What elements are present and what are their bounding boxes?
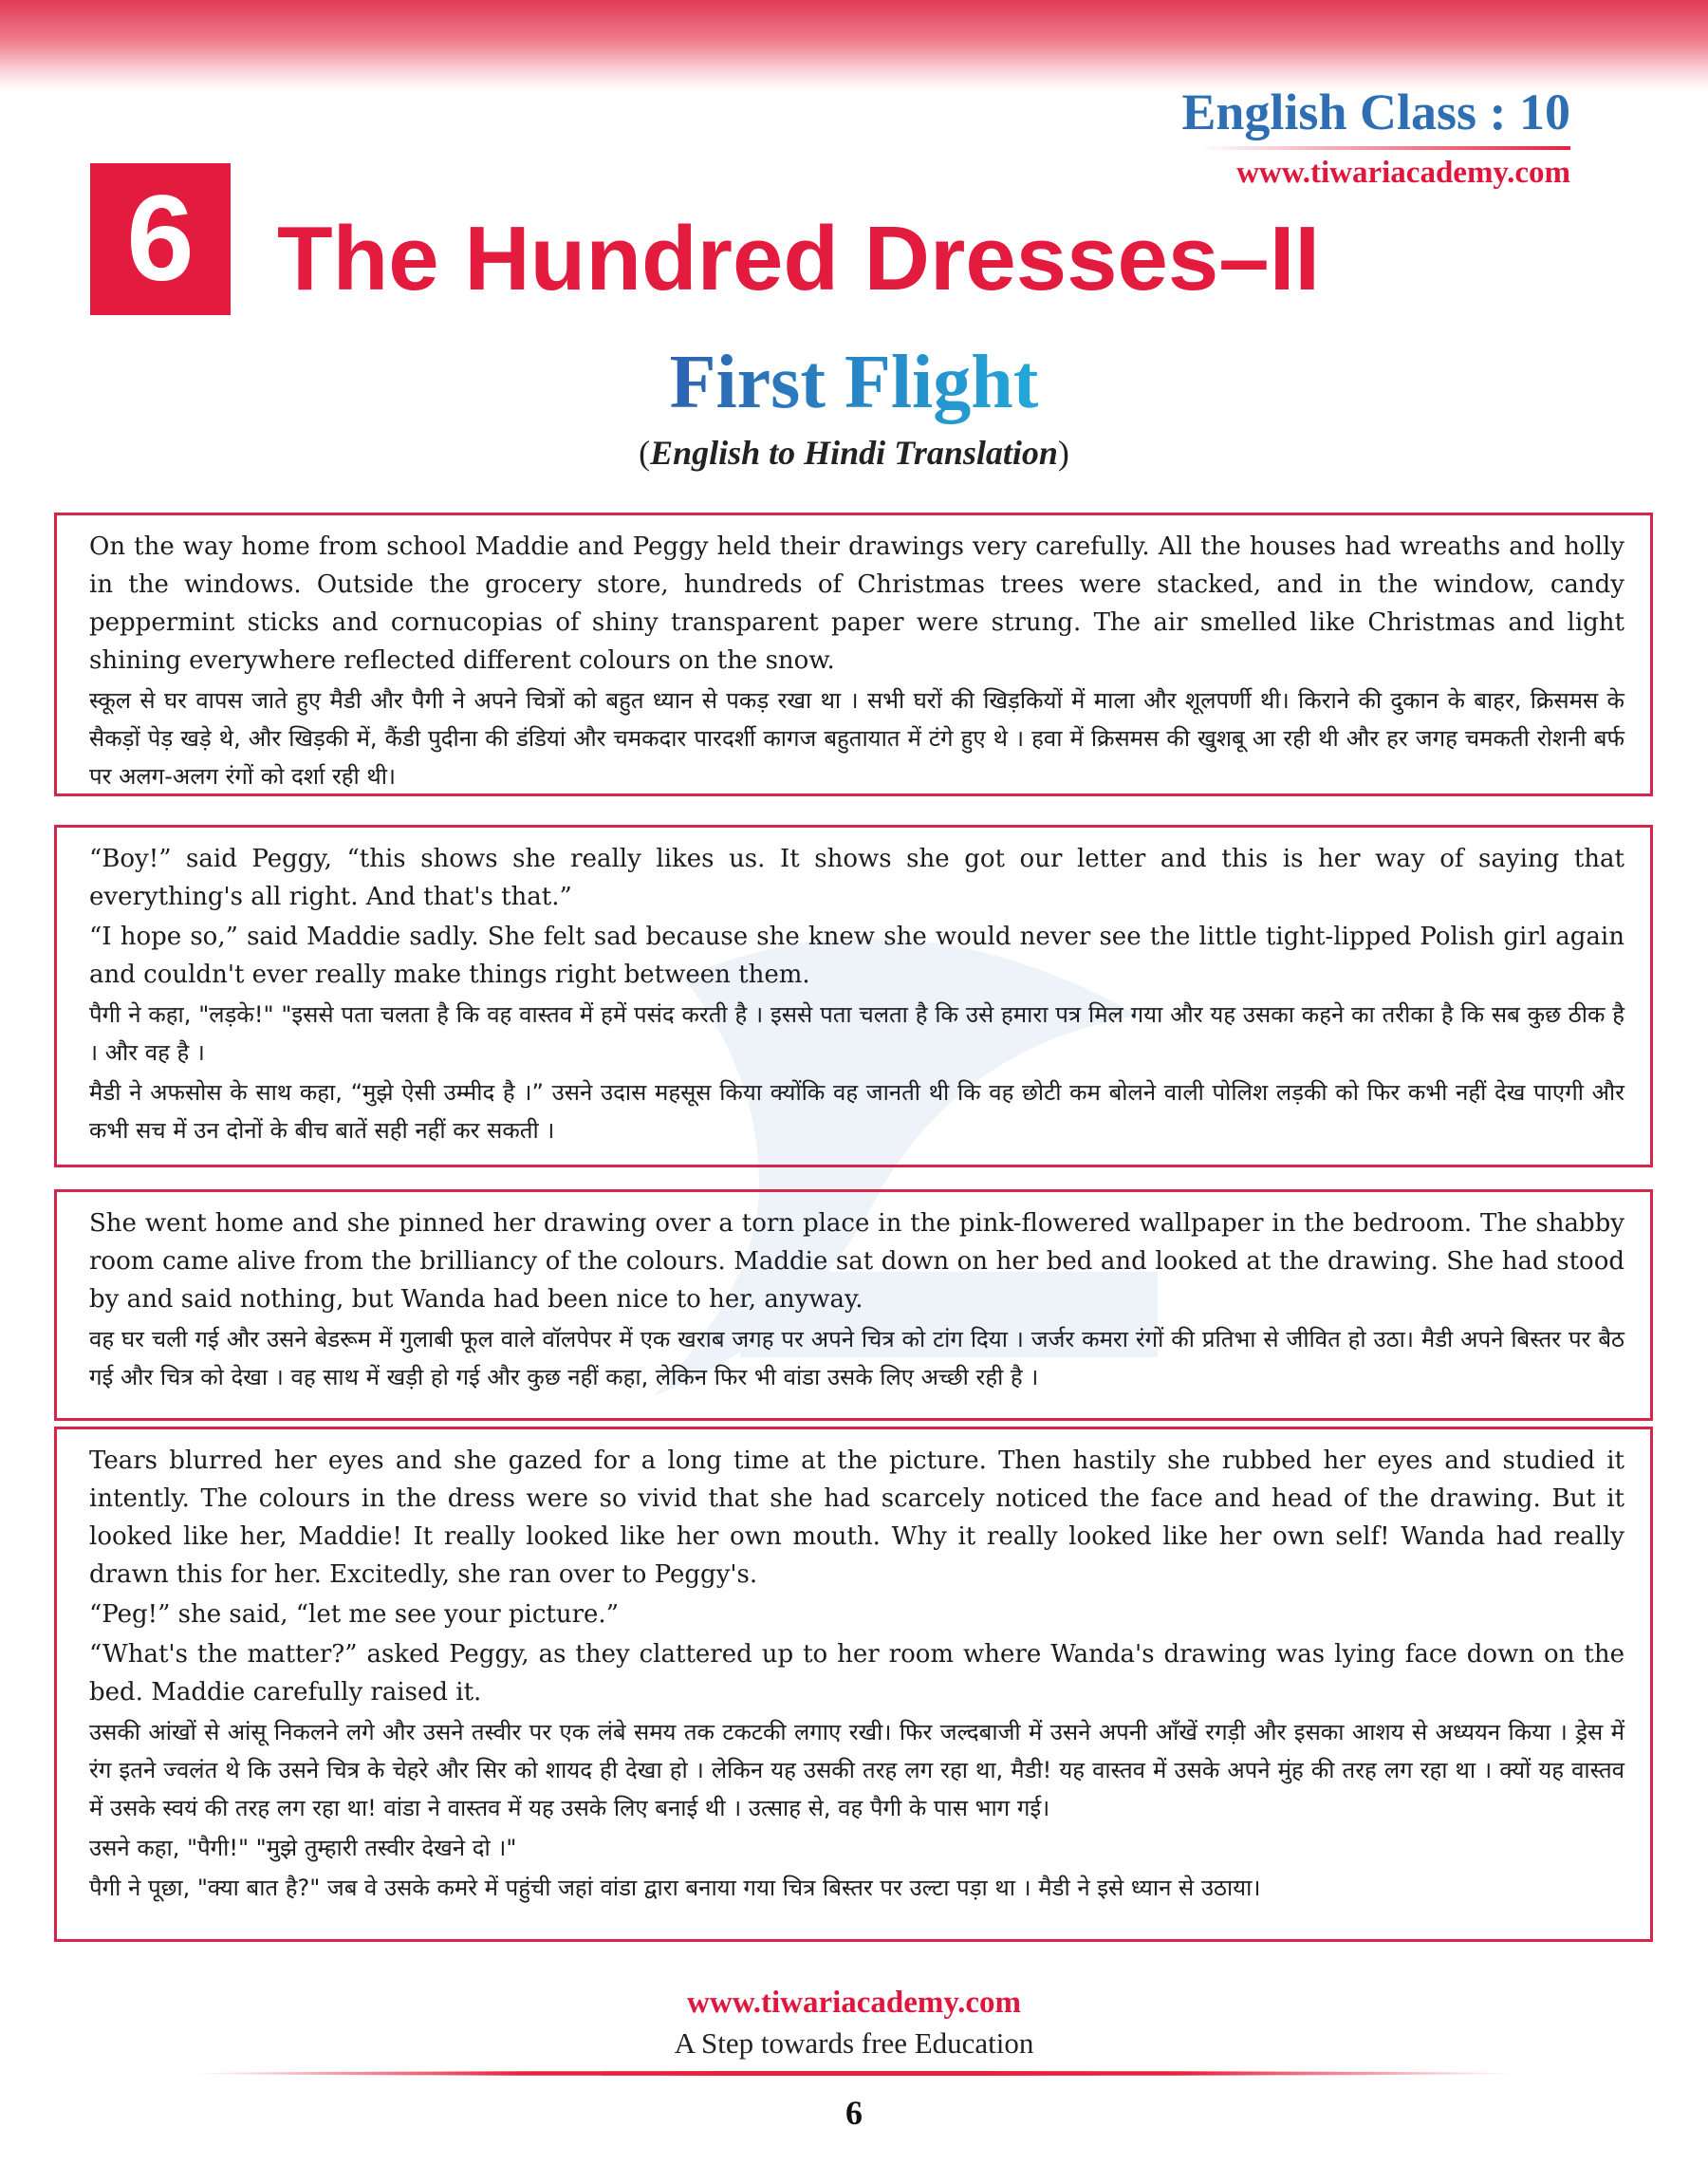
site-url-header[interactable]: www.tiwariacademy.com (1236, 156, 1570, 190)
header-underline (1200, 146, 1570, 150)
hindi-paragraph: पैगी ने कहा, "लड़के!" "इससे पता चलता है कि वह वास्तव में हमें पसंद करती है । इससे पता चलता है कि उसे हमारा पत्र मिल गया और यह उसका कहने का तरीका है कि सब कुछ ठीक है । और वह है । (89, 1001, 1624, 1066)
subtitle-close-paren: ) (1057, 434, 1069, 472)
paragraph-box-1 (54, 513, 1653, 796)
subtitle-open-paren: ( (639, 434, 651, 472)
page-number: 6 (845, 2094, 863, 2132)
english-paragraph: She went home and she pinned her drawing over a torn place in the pink-flowered wallpaper in the bedroom. The shabby room came alive from the brilliancy of the colours. Maddie sat down on her bed and looked at the drawing. She had stood by and said nothing, but Wanda had been nice to her, anyway. (89, 1209, 1624, 1314)
top-banner (0, 0, 1708, 90)
hindi-paragraph: मैडी ने अफसोस के साथ कहा, “मुझे ऐसी उम्मीद है ।” उसने उदास महसूस किया क्योंकि वह जानती थी कि वह छोटी कम बोलने वाली पोलिश लड़की को फिर कभी नहीं देख पाएगी और कभी सच में उन दोनों के बीच बातें सही नहीं कर सकती । (89, 1079, 1624, 1144)
footer-site-url[interactable]: www.tiwariacademy.com (687, 1986, 1021, 2020)
paragraph-box-4 (54, 1427, 1653, 1942)
paragraph-box-2 (54, 825, 1653, 1167)
hindi-paragraph: उसने कहा, "पैगी!" "मुझे तुम्हारी तस्वीर देखने दो ।" (89, 1835, 517, 1861)
english-paragraph: “Peg!” she said, “let me see your picture.” (89, 1600, 619, 1629)
chapter-title: The Hundred Dresses–II (277, 208, 1321, 309)
english-paragraph: On the way home from school Maddie and Peggy held their drawings very carefully. All the houses had wreaths and holly in the windows. Outside the grocery store, hundreds of Christmas trees were stacked, and in the window, candy peppermint sticks and cornucopias of shiny transparent paper were strung. The air smelled like Christmas and light shining everywhere reflected different colours on the snow. (89, 532, 1624, 675)
class-label-text: English Class : (1181, 84, 1519, 140)
header-class-info (1181, 84, 1570, 191)
english-paragraph: “Boy!” said Peggy, “this shows she really likes us. It shows she got our letter and this is her way of saying that everything's all right. And that's that.” (89, 845, 1624, 911)
class-label (1181, 84, 1570, 140)
english-paragraph: “What's the matter?” asked Peggy, as they clattered up to her room where Wanda's drawing was lying face down on the bed. Maddie carefully raised it. (89, 1640, 1624, 1707)
hindi-paragraph: उसकी आंखों से आंसू निकलने लगे और उसने तस्वीर पर एक लंबे समय तक टकटकी लगाए रखी। फिर जल्दबाजी में उसने अपनी आँखें रगड़ी और इसका आशय से अध्ययन किया । ड्रेस में रंग इतने ज्वलंत थे कि उसने चित्र के चेहरे और सिर को शायद ही देखा हो । लेकिन यह उसकी तरह लग रहा था, मैडी! यह वास्तव में उसके अपने मुंह की तरह लग रहा था । क्यों यह वास्तव में उसके स्वयं की तरह लग रहा था! वांडा ने वास्तव में यह उसके लिए बनाई थी । उत्साह से, वह पैगी के पास भाग गई। (89, 1719, 1624, 1821)
footer-divider (190, 2071, 1518, 2076)
hindi-paragraph: पैगी ने पूछा, "क्या बात है?" जब वे उसके कमरे में पहुंची जहां वांडा द्वारा बनाया गया चित्र बिस्तर पर उल्टा पड़ा था । मैडी ने इसे ध्यान से उठाया। (89, 1875, 1261, 1901)
chapter-number: 6 (90, 163, 231, 315)
book-title-text: First Flight (669, 341, 1039, 424)
hindi-paragraph: स्कूल से घर वापस जाते हुए मैडी और पैगी ने अपने चित्रों को बहुत ध्यान से पकड़ रखा था । सभी घरों की खिड़कियों में माला और शूलपर्णी थी। किराने की दुकान के बाहर, क्रिसमस के सैकड़ों पेड़ खड़े थे, और खिड़की में, कैंडी पुदीना की डंडियां और चमकदार पारदर्शी कागज बहुतायात में टंगे हुए थे । हवा में क्रिसमस की खुशबू आ रही थी और हर जगह चमकती रोशनी बर्फ पर अलग-अलग रंगों को दर्शा रही थी। (89, 687, 1624, 790)
footer-tagline: A Step towards free Education (674, 2026, 1034, 2060)
english-paragraph: Tears blurred her eyes and she gazed for a long time at the picture. Then hastily she rubbed her eyes and studied it intently. The colours in the dress were so vivid that she had scarcely noticed the face and head of the drawing. But it looked like her, Maddie! It really looked like her own mouth. Why it really looked like her own self! Wanda had really drawn this for her. Excitedly, she ran over to Peggy's. (89, 1446, 1624, 1589)
hindi-paragraph: वह घर चली गई और उसने बेडरूम में गुलाबी फूल वाले वॉलपेपर में एक खराब जगह पर अपने चित्र को टांग दिया । जर्जर कमरा रंगों की प्रतिभा से जीवित हो उठा। मैडी अपने बिस्तर पर बैठ गई और चित्र को देखा । वह साथ में खड़ी हो गई और कुछ नहीं कहा, लेकिन फिर भी वांडा उसके लिए अच्छी रही है । (89, 1326, 1624, 1390)
english-paragraph: “I hope so,” said Maddie sadly. She felt sad because she knew she would never see the little tight-lipped Polish girl again and couldn't ever really make things right between them. (89, 923, 1624, 989)
class-number: 10 (1519, 84, 1570, 140)
subtitle (0, 433, 1708, 473)
paragraph-box-3 (54, 1189, 1653, 1421)
subtitle-text: English to Hindi Translation (650, 434, 1058, 472)
book-title (0, 340, 1708, 425)
